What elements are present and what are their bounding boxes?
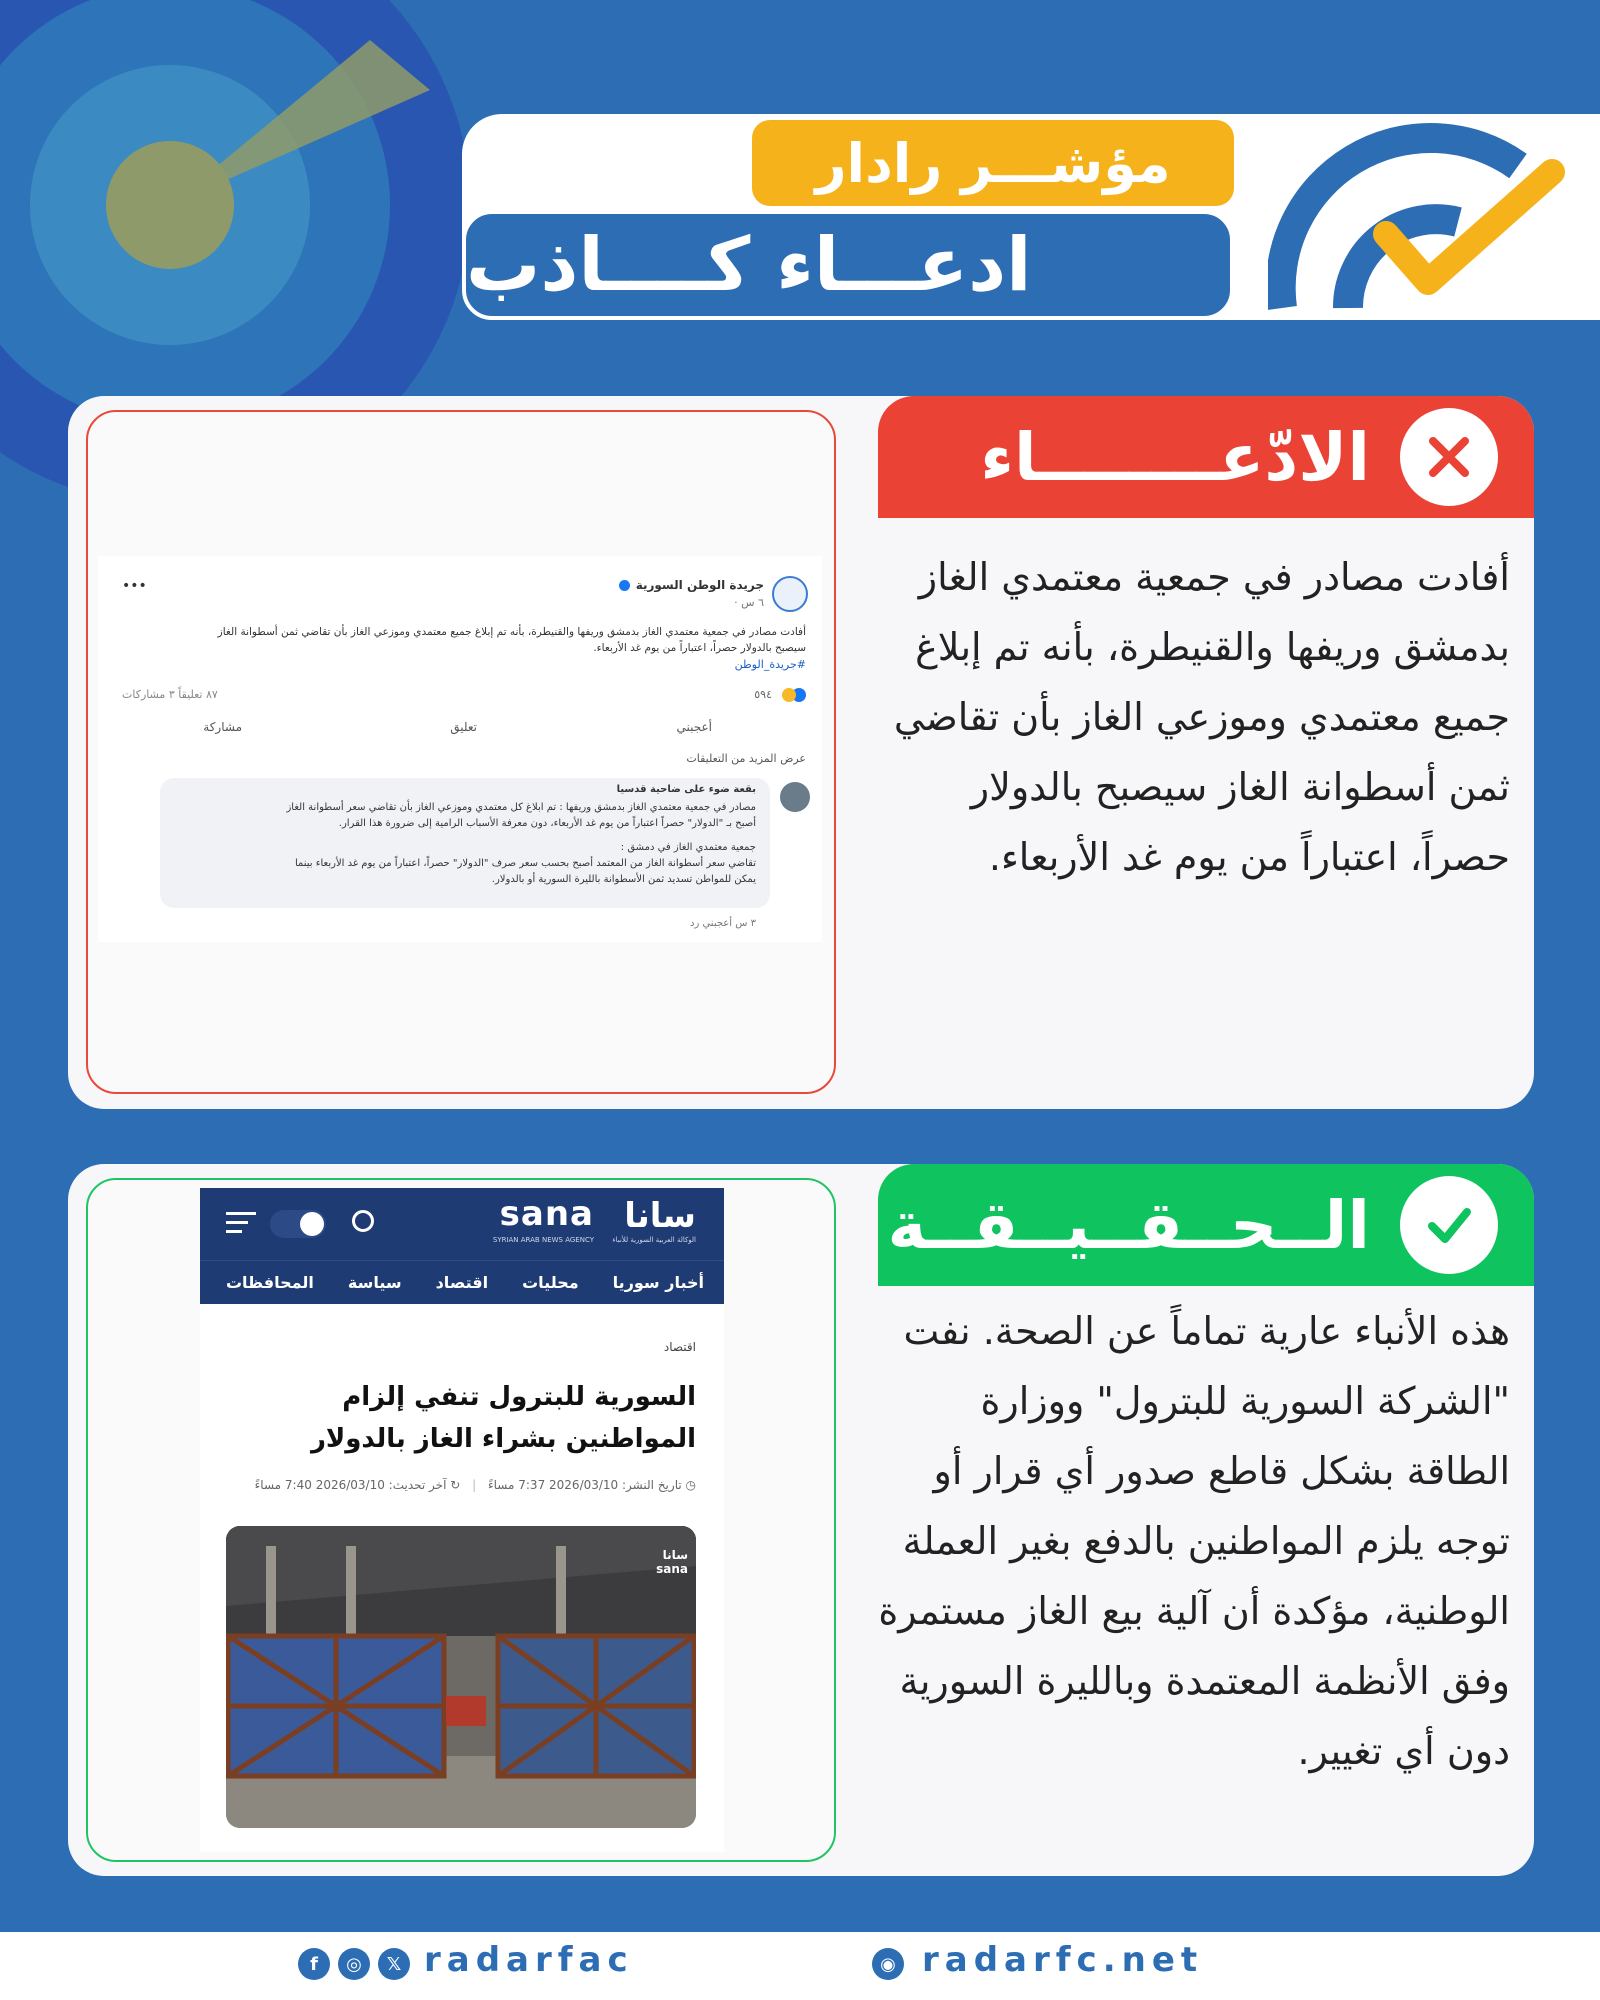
sana-article-screenshot bbox=[200, 1188, 724, 1852]
theme-toggle[interactable] bbox=[270, 1210, 326, 1238]
comment-line-1: مصادر في جمعية معتمدي الغاز بدمشق وريفها : تم ابلاغ كل معتمدي وموزعي الغاز بأن تقاضي سعر أسطوانة الغاز bbox=[286, 802, 756, 813]
truth-description: هذه الأنباء عارية تماماً عن الصحة. نفت "الشركة السورية للبترول" ووزارة الطاقة بشكل قاطع صدور أي قرار أو توجه يلزم المواطنين بالدفع بغير العملة الوطنية، مؤكدة أن آلية بيع الغاز مستمرة وفق الأنظمة المعتمدة وبالليرة السورية دون أي تغيير. bbox=[878, 1309, 1510, 1773]
menu-icon[interactable] bbox=[226, 1212, 256, 1234]
footer-bar bbox=[0, 1932, 1600, 2000]
like-button[interactable]: أعجبني bbox=[676, 720, 712, 734]
refresh-icon: ↻ bbox=[446, 1478, 461, 1492]
view-more-comments[interactable]: عرض المزيد من التعليقات bbox=[686, 752, 806, 765]
agency-name-en: SYRIAN ARAB NEWS AGENCY bbox=[492, 1236, 594, 1244]
haha-reaction-icon bbox=[782, 688, 796, 702]
post-body-line-1: أفادت مصادر في جمعية معتمدي الغاز بدمشق وريفها والقنيطرة، بأنه تم إبلاغ جميع معتمدي وموزعي الغاز بأن تقاضي ثمن أسطوانة الغاز bbox=[217, 626, 806, 638]
photo-watermark: سانا sana bbox=[656, 1548, 688, 1576]
post-body-line-2: سيصبح بالدولار حصراً، اعتباراً من يوم غد الأربعاء. bbox=[593, 642, 806, 654]
comment-line-4: تقاضي سعر أسطوانة الغاز من المعتمد أصبح بحسب سعر صرف "الدولار" حصراً، اعتباراً من يوم غد الأربعاء بينما bbox=[294, 858, 756, 869]
verdict-label: ادعـــاء كــــاذب bbox=[462, 210, 1234, 320]
close-icon bbox=[1400, 408, 1498, 506]
agency-name-ar: الوكالة العربية السورية للأنباء bbox=[612, 1236, 696, 1244]
comment-line-5: يمكن للمواطن تسديد ثمن الأسطوانة بالليرة السورية أو بالدولار. bbox=[491, 874, 756, 885]
facebook-post-screenshot bbox=[98, 556, 822, 942]
verified-icon bbox=[619, 580, 630, 591]
published-date: تاريخ النشر: 2026/03/10 7:37 مساءً bbox=[488, 1478, 682, 1492]
article-dates: ◷ تاريخ النشر: 2026/03/10 7:37 مساءً | ↻ آخر تحديث: 2026/03/10 7:40 مساءً bbox=[254, 1478, 696, 1492]
claim-title: الادّعــــــــاء bbox=[980, 418, 1370, 496]
facebook-icon[interactable]: f bbox=[298, 1948, 330, 1980]
claim-description: أفادت مصادر في جمعية معتمدي الغاز بدمشق وريفها والقنيطرة، بأنه تم إبلاغ جميع معتمدي وموزعي الغاز بأن تقاضي ثمن أسطوانة الغاز سيصبح بالدولار حصراً، اعتباراً من يوم غد الأربعاء. bbox=[893, 555, 1510, 879]
clock-icon: ◷ bbox=[681, 1478, 696, 1492]
search-icon[interactable] bbox=[352, 1210, 374, 1232]
nav-item-economy[interactable]: اقتصاد bbox=[435, 1273, 489, 1292]
comment-button[interactable]: تعليق bbox=[450, 720, 477, 734]
updated-date: آخر تحديث: 2026/03/10 7:40 مساءً bbox=[254, 1478, 447, 1492]
sun-icon bbox=[300, 1212, 324, 1236]
comment-line-3: جمعية معتمدي الغاز في دمشق : bbox=[620, 842, 756, 853]
article-headline: السورية للبترول تنفي إلزام المواطنين بشراء الغاز بالدولار bbox=[310, 1382, 696, 1454]
sana-nav-bar bbox=[200, 1260, 724, 1304]
truth-title: الــحــقــيــقــة bbox=[887, 1186, 1370, 1264]
post-time: ٦ س · bbox=[734, 596, 764, 609]
comment-line-2: أصبح بـ "الدولار" حصراً اعتباراً من يوم غد الأربعاء، دون معرفة الأسباب الرامية إلى ضرورة هذا القرار. bbox=[338, 818, 756, 829]
post-hashtag[interactable]: #جريدة_الوطن bbox=[734, 658, 806, 671]
commenter-avatar bbox=[780, 782, 810, 812]
globe-icon: ◉ bbox=[872, 1948, 904, 1980]
nav-item-syria-news[interactable]: أخبار سوريا bbox=[612, 1273, 704, 1292]
x-icon[interactable]: 𝕏 bbox=[378, 1948, 410, 1980]
brand-title: مؤشـــر رادار bbox=[752, 120, 1234, 206]
sana-logo-arabic[interactable]: سانا bbox=[624, 1196, 696, 1236]
nav-item-local[interactable]: محليات bbox=[522, 1273, 579, 1292]
website-link[interactable]: radarfc.net bbox=[922, 1940, 1204, 1980]
more-options-icon[interactable]: ••• bbox=[122, 578, 147, 594]
nav-item-politics[interactable]: سياسة bbox=[347, 1273, 402, 1292]
comment-meta[interactable]: ٣ س أعجبني رد bbox=[690, 918, 756, 929]
claim-banner bbox=[878, 396, 1534, 518]
checkmark-icon bbox=[1400, 1176, 1498, 1274]
radar-check-logo bbox=[1268, 122, 1570, 314]
social-handle[interactable]: radarfac bbox=[424, 1940, 634, 1980]
page-name[interactable]: جريدة الوطن السورية bbox=[635, 578, 764, 592]
gas-cylinders-photo bbox=[226, 1526, 696, 1828]
page-avatar bbox=[772, 576, 808, 612]
article-category[interactable]: اقتصاد bbox=[663, 1340, 696, 1354]
share-button[interactable]: مشاركة bbox=[203, 720, 242, 734]
reaction-count[interactable]: ٥٩٤ bbox=[754, 688, 772, 701]
instagram-icon[interactable]: ◎ bbox=[338, 1948, 370, 1980]
nav-item-governorates[interactable]: المحافظات bbox=[225, 1273, 314, 1292]
truth-banner bbox=[878, 1164, 1534, 1286]
sana-header-bar bbox=[200, 1188, 724, 1260]
comment-share-counts[interactable]: ٨٧ تعليقاً ٣ مشاركات bbox=[122, 688, 218, 701]
commenter-name[interactable]: بقعة ضوء على ضاحية قدسيا bbox=[616, 784, 756, 795]
reaction-icons bbox=[776, 688, 806, 702]
sana-logo-latin[interactable]: sana bbox=[499, 1194, 594, 1234]
